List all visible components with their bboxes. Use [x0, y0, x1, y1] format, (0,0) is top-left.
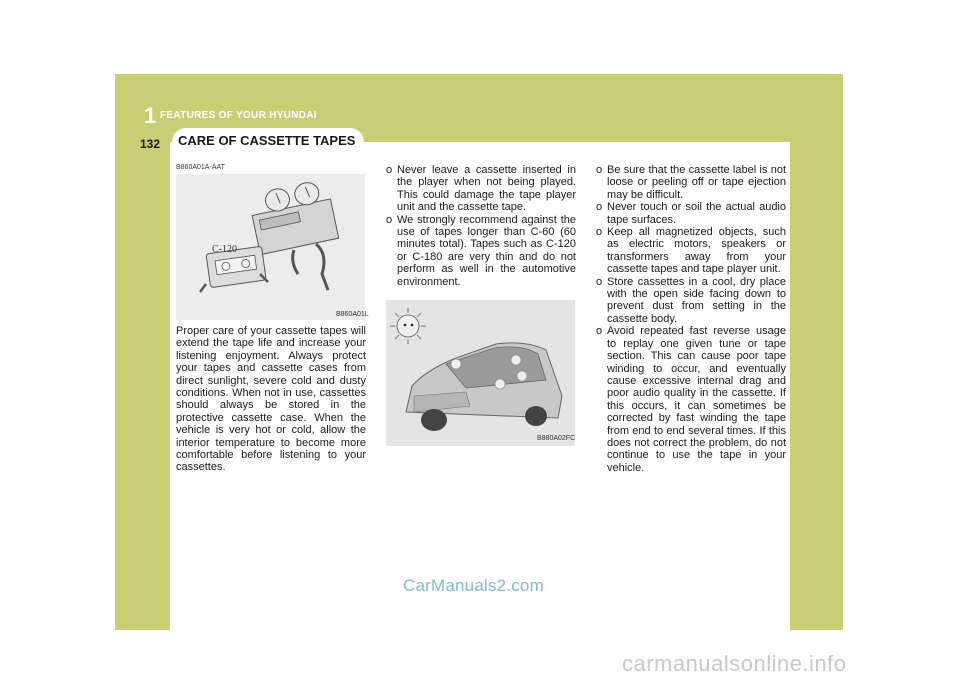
- list-item: o Be sure that the cassette label is not loose or peeling off or tape ejection may be difficult.: [596, 164, 786, 201]
- figure2-code: B880A02FC: [537, 435, 576, 442]
- car-sun-illustration: [386, 300, 575, 446]
- cassette-icon: [176, 174, 365, 320]
- tape-label: C-120: [212, 244, 237, 255]
- bullet-mark: o: [596, 275, 603, 288]
- watermark-link-footer[interactable]: carmanualsonline.info: [622, 651, 847, 676]
- intro-paragraph: Proper care of your cassette tapes will extend the tape life and increase your listening enjoyment. Always protect your tapes and cassette cases from direct sunlight, severe cold and dusty conditions. When not in use, cassettes should always be stored in the protective cassette case. When the vehicle is very hot or cold, allow the interior temperature to become more comfortable before listening to your cassettes.: [176, 325, 366, 474]
- bullet-mark: o: [596, 226, 603, 239]
- section-title: CARE OF CASSETTE TAPES: [178, 133, 356, 148]
- bullet-mark: o: [386, 164, 393, 176]
- page-number: 132: [140, 137, 161, 151]
- list-item: o Never touch or soil the actual audio tape surfaces.: [596, 201, 786, 226]
- chapter-title: FEATURES OF YOUR HYUNDAI: [160, 110, 317, 121]
- chapter-number: 1: [144, 103, 157, 128]
- watermark-link[interactable]: CarManuals2.com: [403, 576, 544, 595]
- list-item: o Avoid repeated fast reverse usage to replay one given tune or tape section. This can cause poor tape winding to occur, and eventually cause excessive internal drag and poor audio quality in the cassette. If this occurs, it can sometimes be corrected by fast winding the tape from end to end several times. If this does not correct the problem, do not continue to use the tape in your vehicle.: [596, 325, 786, 474]
- bullet-mark: o: [596, 325, 603, 338]
- column2-bullets: [386, 164, 576, 288]
- bullet-mark: o: [596, 164, 603, 176]
- list-item: o Store cassettes in a cool, dry place with the open side facing down to prevent dust from setting in the cassette body.: [596, 275, 786, 325]
- sun-icon: [390, 308, 426, 344]
- list-item: o We strongly recommend against the use of tapes longer than C-60 (60 minutes total). Tapes such as C-120 or C-180 are very thin and do not perform as well in the automotive environment.: [386, 213, 576, 288]
- bullet-mark: o: [596, 201, 603, 214]
- column3-bullets: [596, 164, 786, 474]
- car-icon: [386, 300, 575, 446]
- figure1-code-top: B860A01A-AAT: [176, 164, 225, 171]
- list-item: o Never leave a cassette inserted in the player when not being played. This could damage the tape player unit and the cassette tape.: [386, 164, 576, 214]
- figure1-code-bottom: B860A01L: [336, 311, 369, 318]
- list-item: o Keep all magnetized objects, such as electric motors, speakers or transformers away from your cassette tapes and tape player unit.: [596, 226, 786, 276]
- bullet-mark: o: [386, 213, 393, 226]
- cassette-illustration: [176, 174, 365, 320]
